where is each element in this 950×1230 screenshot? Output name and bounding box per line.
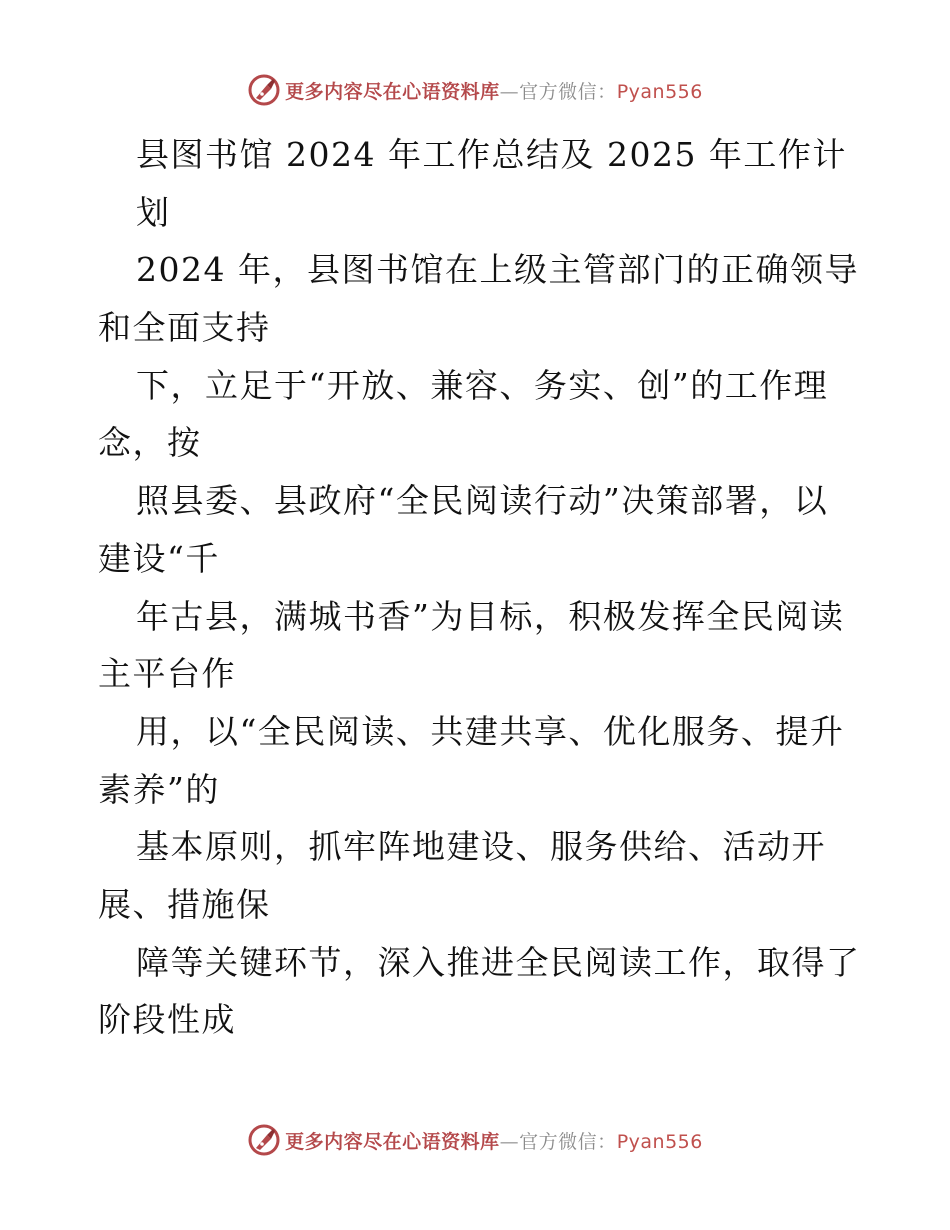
banner-wechat-id: Pyan556: [616, 80, 703, 103]
banner-wechat-label: 官方微信：: [519, 1130, 617, 1153]
paragraph-line: 念，按: [98, 423, 202, 463]
footer-banner: [0, 1120, 950, 1160]
paragraph-line: 阶段性成: [98, 1000, 236, 1040]
banner-separator: —: [499, 80, 520, 103]
pen-nib-logo-icon: [247, 73, 281, 107]
banner-wechat-id: Pyan556: [616, 1130, 703, 1153]
document-body: [98, 126, 861, 1049]
paragraph-line: 建设“千: [98, 538, 220, 578]
paragraph-line: 主平台作: [98, 654, 236, 694]
paragraph-line: 基本原则，抓牢阵地建设、服务供给、活动开: [136, 827, 826, 867]
paragraph-line: 照县委、县政府“全民阅读行动”决策部署，以: [136, 481, 829, 521]
paragraph-line: 障等关键环节，深入推进全民阅读工作，取得了: [136, 942, 861, 982]
pen-nib-logo-icon: [247, 1123, 281, 1157]
paragraph-line: 和全面支持: [98, 308, 271, 348]
banner-main-text: 更多内容尽在心语资料库: [285, 80, 500, 103]
paragraph-line: 2024 年，县图书馆在上级主管部门的正确领导: [136, 250, 859, 290]
paragraph-line: 用，以“全民阅读、共建共享、优化服务、提升: [136, 711, 845, 751]
banner-wechat-label: 官方微信：: [519, 80, 617, 103]
paragraph-line: 展、措施保: [98, 884, 271, 924]
paragraph-line: 年古县，满城书香”为目标，积极发挥全民阅读: [136, 596, 845, 636]
banner-main-text: 更多内容尽在心语资料库: [285, 1130, 500, 1153]
banner-separator: —: [499, 1130, 520, 1153]
header-banner: [0, 70, 950, 110]
document-title-line-2: 划: [136, 192, 171, 232]
document-title-line-1: 县图书馆 2024 年工作总结及 2025 年工作计: [136, 135, 847, 174]
paragraph-line: 下，立足于“开放、兼容、务实、创”的工作理: [136, 365, 829, 405]
paragraph-line: 素养”的: [98, 769, 220, 809]
